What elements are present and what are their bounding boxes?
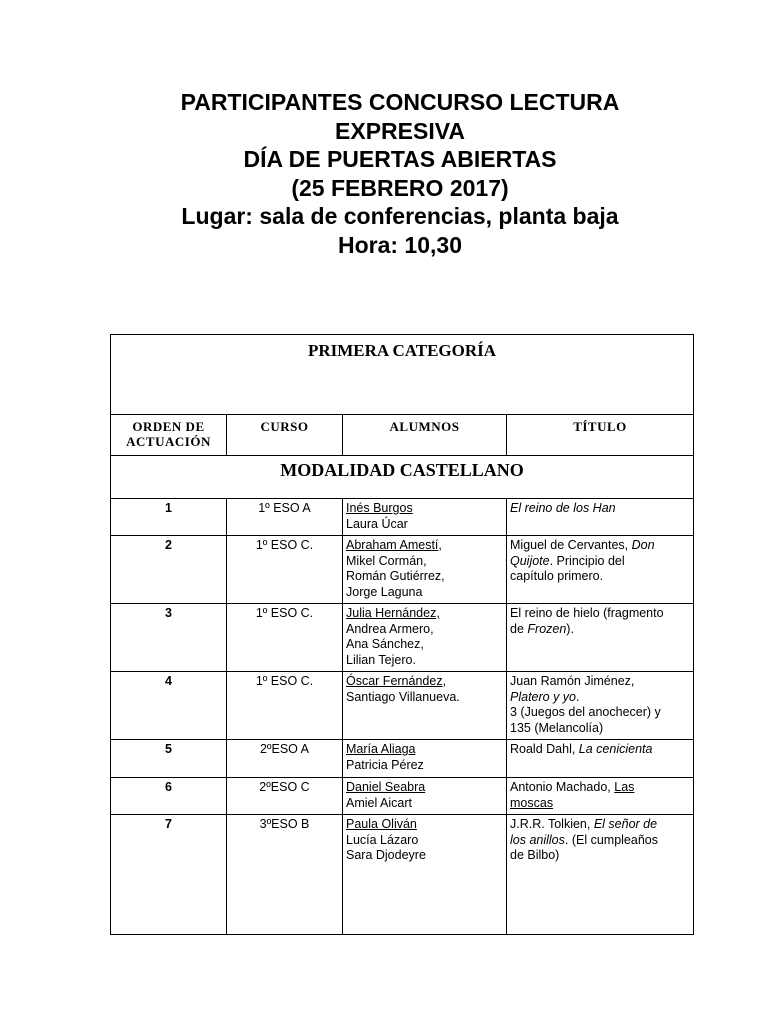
title-text: El reino de los Han: [510, 501, 616, 515]
row-alumnos: [343, 740, 507, 778]
column-header-row: [111, 415, 694, 456]
row-curso: 2ºESO A: [227, 740, 343, 778]
row-titulo: [507, 815, 694, 935]
category-title: PRIMERA CATEGORÍA: [111, 335, 694, 415]
modality-row: [111, 456, 694, 499]
student-name: Sara Djodeyre: [346, 848, 426, 862]
col-header-curso: CURSO: [227, 415, 343, 456]
student-name: Santiago Villanueva.: [346, 689, 460, 704]
student-name: Inés Burgos: [346, 501, 413, 515]
title-text: . (El cumpleaños: [564, 832, 658, 847]
row-order: 4: [111, 672, 227, 740]
title-text: El señor de: [593, 817, 658, 831]
title-text: J.R.R. Tolkien,: [510, 817, 594, 831]
student-name: Mikel Cormán,: [346, 553, 427, 568]
row-order: 2: [111, 536, 227, 604]
student-name: Patricia Pérez: [346, 757, 424, 772]
header-event-line: DÍA DE PUERTAS ABIERTAS: [243, 146, 557, 172]
student-name: Román Gutiérrez,: [346, 569, 445, 583]
student-name: Andrea Armero,: [346, 621, 434, 636]
student-name: Abraham Amestí: [346, 538, 439, 552]
col-header-alumnos: ALUMNOS: [343, 415, 507, 456]
table-row: [111, 536, 694, 604]
title-text: Quijote: [510, 553, 550, 568]
header-time-line: Hora: 10,30: [337, 231, 462, 258]
title-text: .: [576, 689, 580, 704]
title-text: Frozen: [527, 621, 567, 636]
student-name: Paula Oliván: [346, 817, 417, 831]
row-curso: 3ºESO B: [227, 815, 343, 935]
student-name: Óscar Fernández,: [346, 674, 447, 688]
participants-table: [110, 334, 694, 935]
row-alumnos: [343, 815, 507, 935]
table-row: [111, 672, 694, 740]
table-row: [111, 604, 694, 672]
col-header-orden-line2: ACTUACIÓN: [126, 434, 211, 449]
row-titulo: [507, 604, 694, 672]
title-text: de Bilbo): [510, 848, 560, 862]
row-order: 3: [111, 604, 227, 672]
title-text: capítulo primero.: [510, 569, 604, 583]
row-order: 5: [111, 740, 227, 778]
student-name: Julia Hernández,: [346, 606, 440, 620]
row-curso: 1º ESO C.: [227, 604, 343, 672]
student-name: Lucía Lázaro: [346, 832, 419, 847]
row-curso: 1º ESO A: [227, 499, 343, 536]
header-place-line: Lugar: sala de conferencias, planta baja: [181, 203, 619, 229]
table-row: [111, 499, 694, 536]
student-name: Amiel Aicart: [346, 795, 412, 810]
row-alumnos: [343, 778, 507, 815]
category-row: [111, 335, 694, 415]
title-text: ).: [566, 621, 574, 636]
title-text: moscas: [510, 795, 554, 810]
col-header-titulo: TÍTULO: [507, 415, 694, 456]
title-text: Antonio Machado,: [510, 780, 615, 794]
student-name: Lilian Tejero.: [346, 652, 416, 667]
row-titulo: [507, 536, 694, 604]
title-text: Platero y yo: [510, 689, 577, 704]
row-titulo: [507, 672, 694, 740]
row-order: 1: [111, 499, 227, 536]
title-text: La cenicienta: [578, 742, 653, 756]
row-order: 6: [111, 778, 227, 815]
title-text: 135 (Melancolía): [510, 720, 604, 735]
row-curso: 1º ESO C.: [227, 536, 343, 604]
title-text: Miguel de Cervantes,: [510, 538, 632, 552]
document-header: [0, 88, 768, 259]
row-alumnos: [343, 604, 507, 672]
modality-title: MODALIDAD CASTELLANO: [111, 456, 694, 499]
table-row: [111, 778, 694, 815]
student-separator: ,: [438, 538, 442, 552]
row-alumnos: [343, 499, 507, 536]
title-text: Roald Dahl,: [510, 742, 579, 756]
row-alumnos: [343, 536, 507, 604]
col-header-orden: [111, 415, 227, 456]
title-text: de: [510, 621, 528, 636]
title-text: . Principio del: [549, 553, 625, 568]
header-date-line: (25 FEBRERO 2017): [291, 174, 509, 201]
row-curso: 2ºESO C: [227, 778, 343, 815]
student-name: Laura Úcar: [346, 516, 408, 531]
title-text: El reino de hielo (fragmento: [510, 606, 664, 620]
col-header-orden-line1: ORDEN DE: [132, 419, 205, 434]
title-text: 3 (Juegos del anochecer) y: [510, 705, 661, 719]
table-row: [111, 815, 694, 935]
student-name: Jorge Laguna: [346, 584, 423, 599]
row-alumnos: [343, 672, 507, 740]
row-titulo: [507, 778, 694, 815]
row-order: 7: [111, 815, 227, 935]
header-title-line-2: EXPRESIVA: [335, 117, 465, 144]
title-text: Las: [614, 780, 635, 794]
student-name: Daniel Seabra: [346, 780, 426, 794]
table-row: [111, 740, 694, 778]
student-name: María Aliaga: [346, 742, 416, 756]
title-text: Juan Ramón Jiménez,: [510, 674, 635, 688]
student-name: Ana Sánchez,: [346, 637, 424, 651]
row-curso: 1º ESO C.: [227, 672, 343, 740]
row-titulo: [507, 740, 694, 778]
title-text: los anillos: [510, 832, 565, 847]
title-text: Don: [631, 538, 655, 552]
row-titulo: [507, 499, 694, 536]
header-title-line-1: PARTICIPANTES CONCURSO LECTURA: [180, 89, 620, 115]
